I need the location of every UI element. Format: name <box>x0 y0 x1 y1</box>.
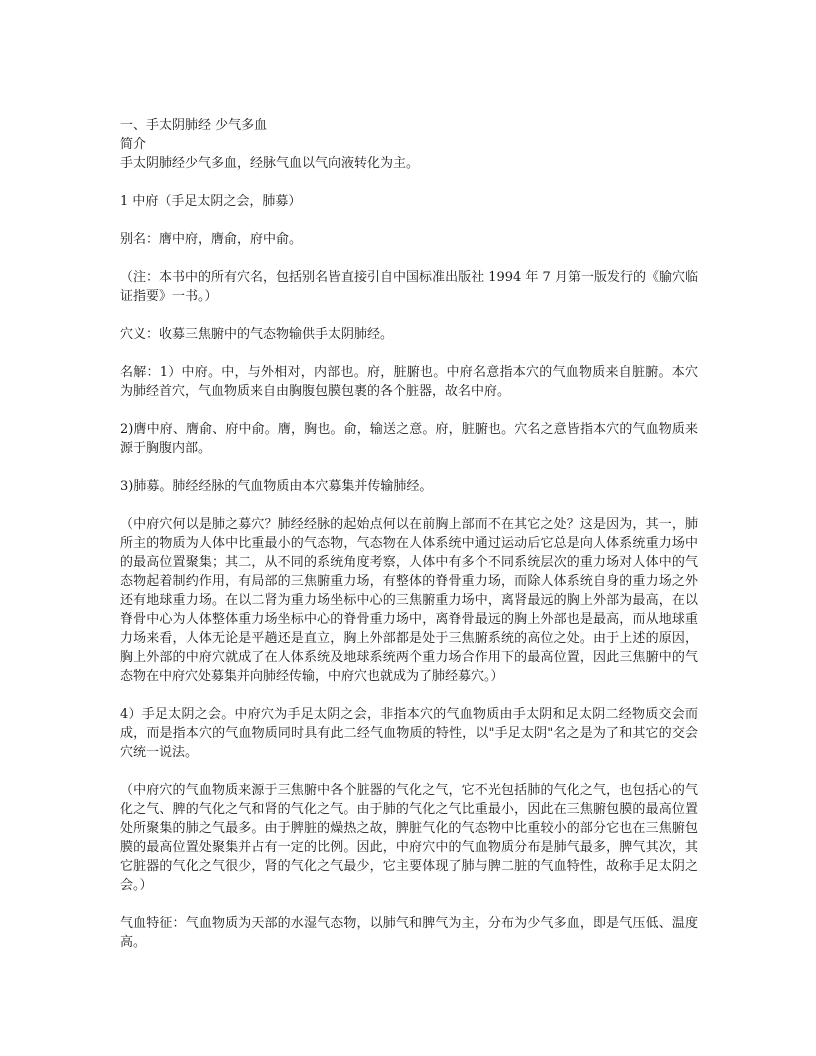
document-page <box>120 116 698 952</box>
alias-line: 别名：膺中府，膺俞，府中俞。 <box>120 232 303 247</box>
name-explanation-3: 3)肺募。肺经经脉的气血物质由本穴募集并传输肺经。 <box>120 479 433 494</box>
long-explanation-2: （中府穴的气血物质来源于三焦腑中各个脏器的气化之气，它不光包括肺的气化之气，也包括心的气化之气、脾的气化之气和肾的气化之气。由于肺的气化之气比重最小，因此在三焦腑包膜的最高位置处所聚集的肺之气最多。由于脾脏的燥热之故，脾脏气化的气态物中比重较小的部分它也在三焦腑包膜的最高位置处聚集并占有一定的比例。因此，中府穴中的气血物质分布是肺气最多，脾气其次，其它脏器的气化之气很少，肾的气化之气最少，它主要体现了肺与脾二脏的气血特性，故称手足太阴之会。） <box>120 783 698 893</box>
point-title: 1 中府（手足太阴之会，肺募） <box>120 194 302 209</box>
section-heading: 一、手太阴肺经 少气多血 <box>120 118 268 133</box>
source-note: （注：本书中的所有穴名，包括别名皆直接引自中国标准出版社 1994 年 7 月第一版发行的《腧穴临证指要》一书。） <box>120 270 698 304</box>
qi-blood-feature: 气血特征：气血物质为天部的水湿气态物，以肺气和脾气为主，分布为少气多血，即是气压低、温度高。 <box>120 916 698 950</box>
intro-label: 简介 <box>120 137 147 152</box>
intro-text: 手太阴肺经少气多血，经脉气血以气向液转化为主。 <box>120 156 420 171</box>
name-explanation-2: 2)膺中府、膺俞、府中俞。膺，胸也。俞，输送之意。府，脏腑也。穴名之意皆指本穴的气血物质来源于胸腹内部。 <box>120 422 698 456</box>
name-explanation-1: 名解：1）中府。中，与外相对，内部也。府，脏腑也。中府名意指本穴的气血物质来自脏腑。本穴为肺经首穴，气血物质来自由胸腹包膜包裹的各个脏器，故名中府。 <box>120 365 698 399</box>
long-explanation-1: （中府穴何以是肺之募穴？肺经经脉的起始点何以在前胸上部而不在其它之处？这是因为，其一，肺所主的物质为人体中比重最小的气态物，气态物在人体系统中通过运动后它总是向人体系统重力场中的最高位置聚集；其二，从不同的系统角度考察，人体中有多个不同系统层次的重力场对人体中的气态物起着制约作用，有局部的三焦腑重力场，有整体的脊骨重力场，而除人体系统自身的重力场之外还有地球重力场。在以二肾为重力场坐标中心的三焦腑重力场中，离肾最远的胸上外部为最高，在以脊骨中心为人体整体重力场坐标中心的脊骨重力场中，离脊骨最远的胸上外部也是最高，而从地球重力场来看，人体无论是平趟还是直立，胸上外部都是处于三焦腑系统的高位之处。由于上述的原因，胸上外部的中府穴就成了在人体系统及地球系统两个重力场合作用下的最高位置，因此三焦腑中的气态物在中府穴处募集并向肺经传输，中府穴也就成为了肺经募穴。） <box>120 517 698 684</box>
name-explanation-4: 4）手足太阴之会。中府穴为手足太阴之会，非指本穴的气血物质由手太阴和足太阴二经物质交会而成，而是指本穴的气血物质同时具有此二经气血物质的特性，以"手足太阴"名之是为了和其它的交会穴统一说法。 <box>120 707 698 760</box>
point-meaning: 穴义：收募三焦腑中的气态物输供手太阴肺经。 <box>120 327 394 342</box>
